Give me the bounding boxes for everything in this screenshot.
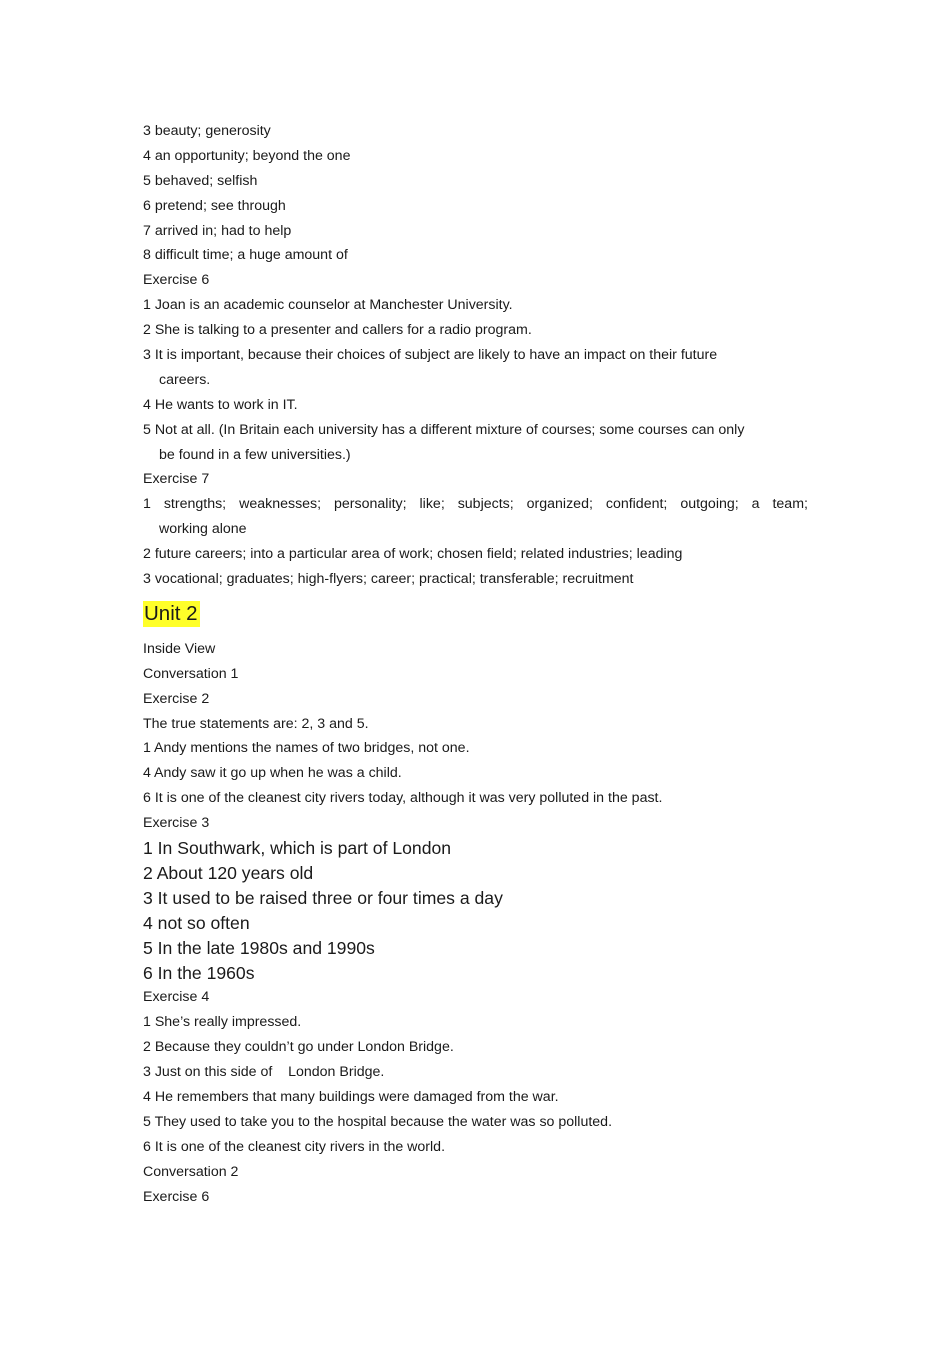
answer-line: 3 vocational; graduates; high-flyers; career; practical; transferable; recruitment [143, 571, 634, 588]
exercise-heading: Exercise 4 [143, 989, 210, 1006]
answer-line: 5 They used to take you to the hospital because the water was so polluted. [143, 1113, 613, 1130]
unit2-exercise2 [143, 712, 808, 812]
answer-line: 8 difficult time; a huge amount of [143, 247, 348, 264]
answer-line: 1 In Southwark, which is part of London [143, 838, 452, 859]
answer-line: 6 It is one of the cleanest city rivers today, although it was very polluted in the past. [143, 790, 663, 807]
answer-line: 4 Andy saw it go up when he was a child. [143, 765, 402, 782]
answer-line: 2 future careers; into a particular area of work; chosen field; related industries; leading [143, 546, 683, 563]
answer-line: 6 pretend; see through [143, 197, 286, 214]
answer-line: 4 He remembers that many buildings were damaged from the war. [143, 1088, 559, 1105]
answer-line: 1 Andy mentions the names of two bridges, not one. [143, 740, 470, 757]
exercise-heading: Exercise 6 [143, 1188, 210, 1205]
answer-line: 2 About 120 years old [143, 862, 314, 883]
answer-line: 7 arrived in; had to help [143, 222, 292, 239]
answer-line: 5 Not at all. (In Britain each university has a different mixture of courses; some courses can only [143, 421, 745, 438]
answer-line-continued: be found in a few universities.) [159, 446, 351, 463]
answer-word: confident; [605, 496, 668, 513]
answer-line: 1 Joan is an academic counselor at Manchester University. [143, 297, 513, 314]
exercise-heading: Exercise 7 [143, 471, 210, 488]
answer-line: 4 an opportunity; beyond the one [143, 147, 351, 164]
exercise-heading: Exercise 3 [143, 815, 210, 832]
answer-line: 6 It is one of the cleanest city rivers in the world. [143, 1138, 446, 1155]
unit2-exercise4 [143, 1010, 808, 1159]
answer-line: 6 In the 1960s [143, 962, 255, 983]
answer-word: 1 [143, 496, 151, 513]
answer-line-continued: working alone [159, 521, 247, 538]
answer-line: 5 behaved; selfish [143, 172, 258, 189]
unit1-exercise5-tail [143, 119, 808, 268]
answer-word: outgoing; [680, 496, 739, 513]
answer-word: strengths; [163, 496, 227, 513]
exercise-heading: Exercise 2 [143, 690, 210, 707]
answer-word: a [751, 496, 760, 513]
conversation-heading: Conversation 2 [143, 1163, 239, 1180]
unit1-exercise7 [143, 492, 808, 592]
answer-word: like; [419, 496, 445, 513]
answer-line: 3 Just on this side of London Bridge. [143, 1064, 385, 1081]
answer-line: 3 beauty; generosity [143, 123, 271, 139]
answer-word: subjects; [457, 496, 514, 513]
answer-line: 4 He wants to work in IT. [143, 396, 298, 413]
unit2-exercise3 [143, 836, 808, 985]
unit-title: Unit 2 [144, 602, 198, 626]
unit1-exercise6 [143, 293, 808, 467]
answer-line: 5 In the late 1980s and 1990s [143, 937, 375, 958]
answer-line-continued: careers. [159, 371, 211, 388]
answer-line: 1 She’s really impressed. [143, 1014, 302, 1031]
answer-line: 3 It used to be raised three or four times a day [143, 887, 503, 908]
answer-line: 3 It is important, because their choices of subject are likely to have an impact on their future [143, 347, 718, 364]
answer-line-justified [143, 492, 808, 517]
answer-line: The true statements are: 2, 3 and 5. [143, 715, 369, 732]
answer-word: organized; [526, 496, 593, 513]
answer-line: 4 not so often [143, 912, 250, 933]
answer-word: personality; [334, 496, 407, 513]
answer-word: team; [772, 496, 808, 513]
conversation-heading: Conversation 1 [143, 665, 239, 682]
answer-key-page [143, 119, 808, 1209]
unit-heading-row [143, 592, 808, 637]
answer-word: weaknesses; [239, 496, 322, 513]
answer-line: 2 Because they couldn’t go under London Bridge. [143, 1039, 454, 1056]
answer-line: 2 She is talking to a presenter and callers for a radio program. [143, 322, 532, 339]
exercise-heading: Exercise 6 [143, 272, 210, 289]
section-heading: Inside View [143, 640, 216, 657]
